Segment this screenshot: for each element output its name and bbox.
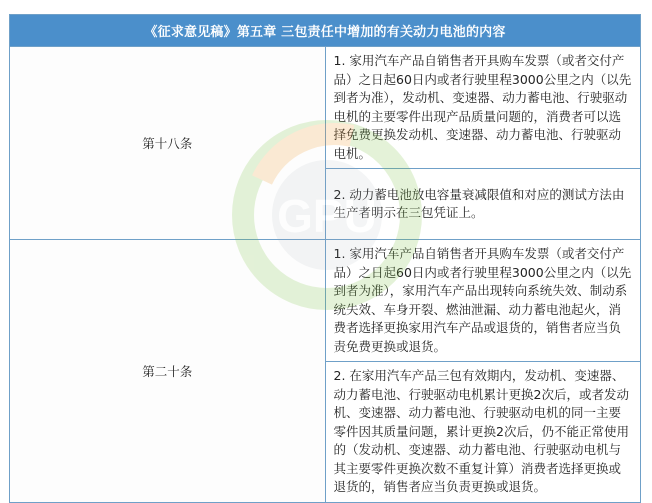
article-18-clause-1: 1. 家用汽车产品自销售者开具购车发票（或者交付产品）之日起60日内或者行驶里程3000公里之内（以先到者为准），发动机、变速器、动力蓄电池、行驶驱动电机的主要零件出现产品质量问题的，消费者可以选择免费更换发动机、变速器、动力蓄电池、行驶驱动电机。	[325, 47, 641, 169]
table-row	[10, 47, 641, 169]
table-row	[10, 240, 641, 362]
article-20-clause-2: 2. 在家用汽车产品三包有效期内，发动机、变速器、动力蓄电池、行驶驱动电机累计更换2次后，或者发动机、变速器、动力蓄电池、行驶驱动电机的同一主要零件因其质量问题，累计更换2次后，仍不能正常使用的（发动机、变速器、动力蓄电池、行驶驱动电机与其主要零件更换次数不重复计算）消费者选择更换或退货的，销售者应当负责更换或退货。	[325, 362, 641, 503]
article-20-clause-1: 1. 家用汽车产品自销售者开具购车发票（或者交付产品）之日起60日内或者行驶里程3000公里之内（以先到者为准），家用汽车产品出现转向系统失效、制动系统失效、车身开裂、燃油泄漏、动力蓄电池起火，消费者选择更换家用汽车产品或退货的，销售者应当负责免费更换或退货。	[325, 240, 641, 362]
watermark-text: GPU	[277, 190, 377, 242]
article-18-clause-2: 2. 动力蓄电池放电容量衰减限值和对应的测试方法由生产者明示在三包凭证上。	[325, 169, 641, 240]
clause-table	[9, 14, 641, 503]
article-label-18: 第十八条	[10, 47, 326, 240]
article-label-20: 第二十条	[10, 240, 326, 503]
table-title: 《征求意见稿》第五章 三包责任中增加的有关动力电池的内容	[10, 15, 641, 47]
